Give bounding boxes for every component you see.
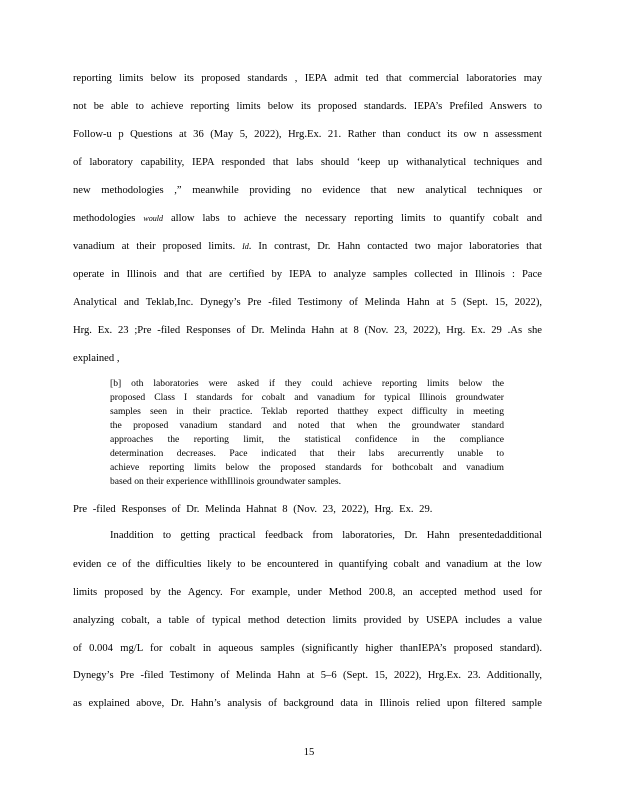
body-line xyxy=(73,240,542,253)
body-line: of 0.004 mg/L for cobalt in aqueous samples (significantly higher thanIEPA’s proposed standard). xyxy=(73,643,542,654)
body-line xyxy=(73,212,542,225)
block-quote-line: based on their experience withIllinois groundwater samples. xyxy=(110,476,341,487)
body-line: reporting limits below its proposed standards , IEPA admit ted that commercial laboratories may xyxy=(73,73,542,84)
body-line: Dynegy’s Pre -filed Testimony of Melinda Hahn at 5–6 (Sept. 15, 2022), Hrg.Ex. 23. Additionally, xyxy=(73,670,542,681)
body-line: of laboratory capability, IEPA responded that labs should ‘keep up withanalytical techniques and xyxy=(73,157,542,168)
body-line: limits proposed by the Agency. For example, under Method 200.8, an accepted method used for xyxy=(73,587,542,598)
block-quote-line: achieve reporting limits below the proposed standards for bothcobalt and vanadium xyxy=(110,462,504,473)
body-line: Follow-u p Questions at 36 (May 5, 2022), Hrg.Ex. 21. Rather than conduct its ow n assessment xyxy=(73,129,542,140)
body-line: new methodologies ,” meanwhile providing no evidence that new analytical techniques or xyxy=(73,185,542,196)
body-line: as explained above, Dr. Hahn’s analysis of background data in Illinois relied upon filtered sample xyxy=(73,698,542,709)
block-quote-line: proposed Class I standards for cobalt and vanadium for typical Illinois groundwater xyxy=(110,392,504,403)
body-line: analyzing cobalt, a table of typical method detection limits provided by USEPA includes a value xyxy=(73,615,542,626)
block-quote-line: determination decreases. Pace indicated that their labs arecurrently unable to xyxy=(110,448,504,459)
body-text: allow labs to achieve the necessary reporting limits to quantify cobalt and xyxy=(170,213,542,224)
body-text: . In contrast, Dr. Hahn contacted two major laboratories that xyxy=(248,241,542,252)
body-line: Analytical and Teklab,Inc. Dynegy’s Pre -filed Testimony of Melinda Hahn at 5 (Sept. 15, 2022), xyxy=(73,297,542,308)
body-text: vanadium at their proposed limits. xyxy=(73,241,236,252)
body-line: Hrg. Ex. 23 ;Pre -filed Responses of Dr. Melinda Hahn at 8 (Nov. 23, 2022), Hrg. Ex. 29 .As she xyxy=(73,325,542,336)
body-line: eviden ce of the difficulties likely to be encountered in quantifying cobalt and vanadium at the low xyxy=(73,559,542,570)
emphasis-text: would xyxy=(143,214,163,223)
body-line: not be able to achieve reporting limits below its proposed standards. IEPA’s Prefiled Answers to xyxy=(73,101,542,112)
body-text: methodologies xyxy=(73,213,136,224)
id-citation: Id xyxy=(242,242,249,251)
block-quote-line: samples seen in their practice. Teklab reported thatthey expect difficulty in meeting xyxy=(110,406,504,417)
block-quote-line: the proposed vanadium standard and noted that when the groundwater standard xyxy=(110,420,504,431)
page-number: 15 xyxy=(303,747,315,758)
block-quote-line: approaches the reporting limit, the statistical confidence in the compliance xyxy=(110,434,504,445)
body-line: operate in Illinois and that are certified by IEPA to analyze samples collected in Illinois : Pace xyxy=(73,269,542,280)
quote-citation: Pre -filed Responses of Dr. Melinda Hahnat 8 (Nov. 23, 2022), Hrg. Ex. 29. xyxy=(73,504,433,515)
body-line: Inaddition to getting practical feedback from laboratories, Dr. Hahn presentedadditional xyxy=(110,530,542,541)
block-quote-line: [b] oth laboratories were asked if they could achieve reporting limits below the xyxy=(110,378,504,389)
body-line: explained , xyxy=(73,353,120,364)
